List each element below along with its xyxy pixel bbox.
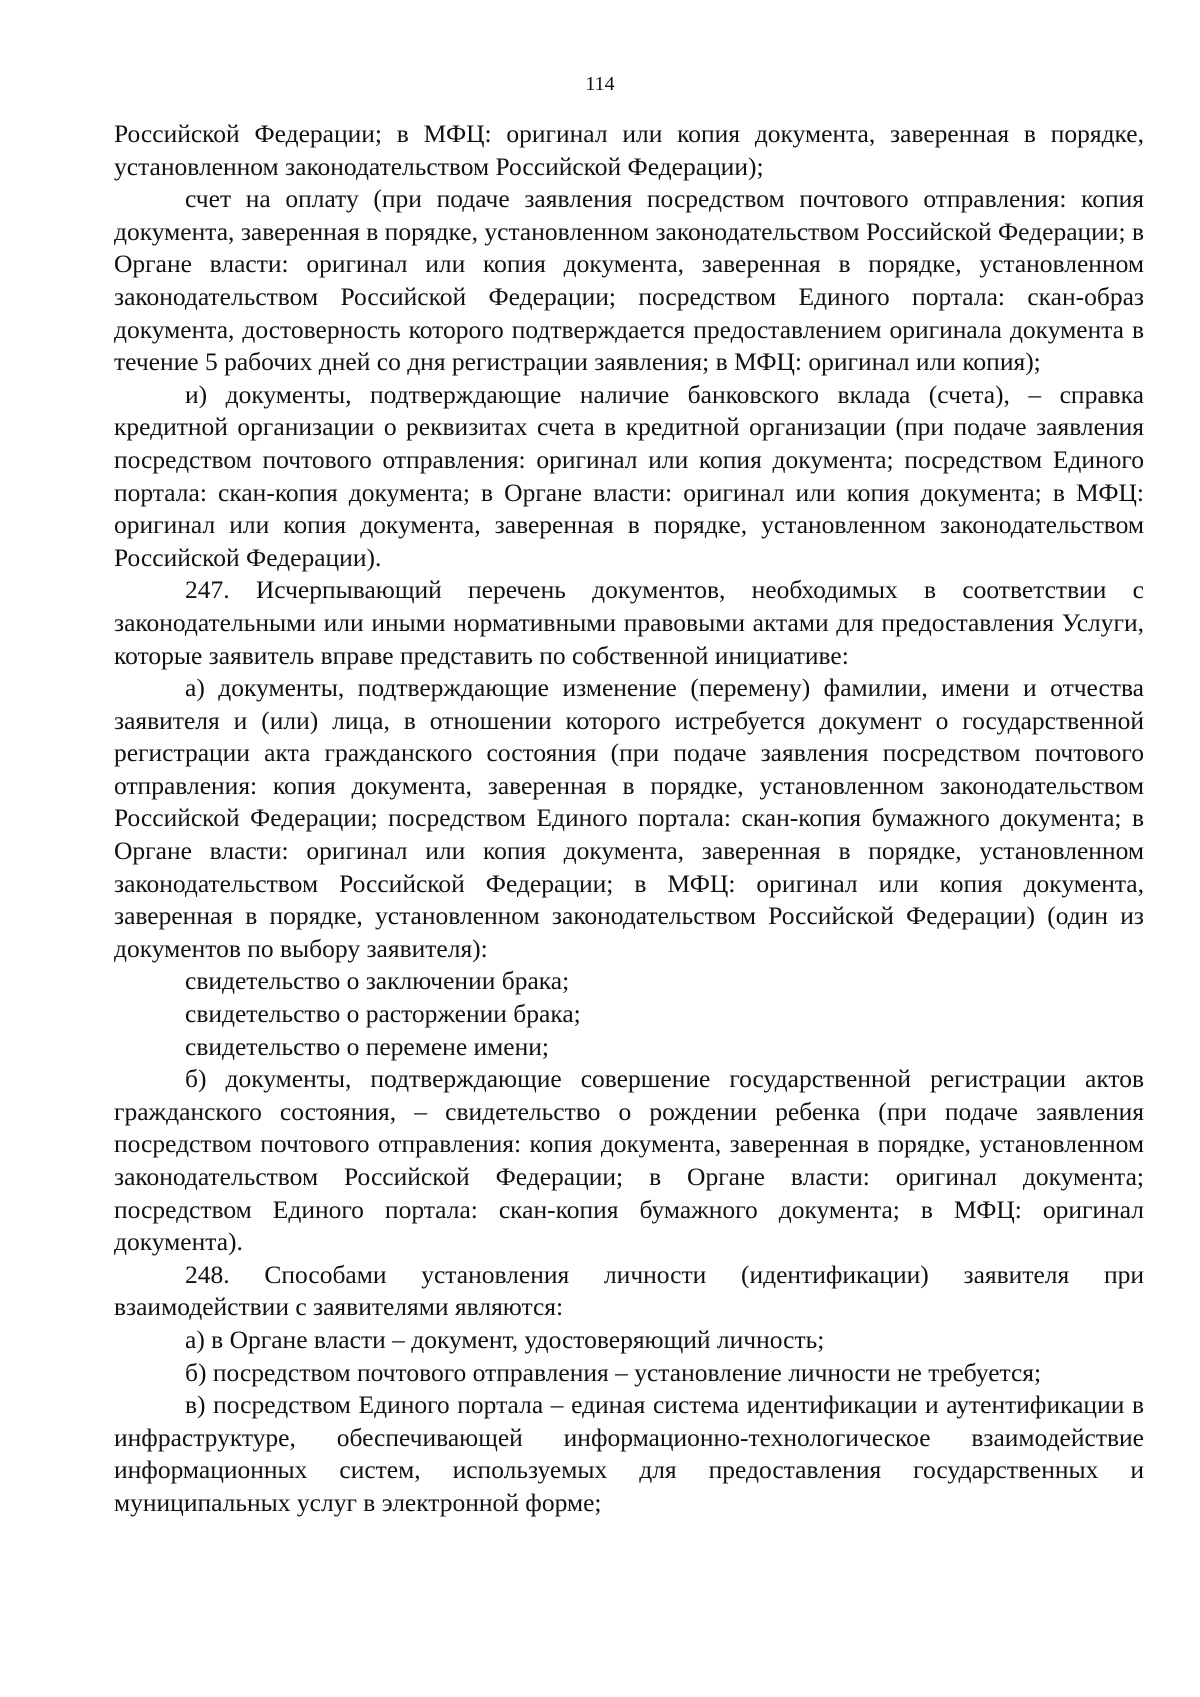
paragraph-invoice: счет на оплату (при подаче заявления посредством почтового отправления: копия документа, заверенная в порядке, установленном законодательством Российской Федерации; в Органе власти: оригинал или копия документа, заверенная в порядке, установленном законодательством Российской Федерации; посредством Единого портала: скан-образ документа, достоверность которого подтверждается предоставлением оригинала документа в течение 5 рабочих дней со дня регистрации заявления; в МФЦ: оригинал или копия); xyxy=(114,184,1144,377)
paragraph-item-b-civil-registration: б) документы, подтверждающие совершение государственной регистрации актов гражданского состояния, – свидетельство о рождении ребенка (при подаче заявления посредством почтового отправления: копия документа, заверенная в порядке, установленном законодательством Российской Федерации; в Органе власти: оригинал документа; посредством Единого портала: скан-копия бумажного документа; в МФЦ: оригинал документа). xyxy=(114,1064,1144,1257)
paragraph-item-b-postal: б) посредством почтового отправления – установление личности не требуется; xyxy=(185,1357,1042,1387)
paragraph-item-a-name-change: а) документы, подтверждающие изменение (перемену) фамилии, имени и отчества заявителя и (или) лица, в отношении которого истребуется документ о государственной регистрации акта гражданского состояния (при подаче заявления посредством почтового отправления: копия документа, заверенная в порядке, установленном законодательством Российской Федерации; посредством Единого портала: скан-копия бумажного документа; в Органе власти: оригинал или копия документа, заверенная в порядке, установленном законодательством Российской Федерации; в МФЦ: оригинал или копия документа, заверенная в порядке, установленном законодательством Российской Федерации) (один из документов по выбору заявителя): xyxy=(114,673,1144,963)
paragraph-item-a-authority: а) в Органе власти – документ, удостоверяющий личность; xyxy=(185,1324,825,1354)
paragraph-continuation: Российской Федерации; в МФЦ: оригинал или копия документа, заверенная в порядке, установленном законодательством Российской Федерации); xyxy=(114,119,1144,181)
list-item-name-change-certificate: свидетельство о перемене имени; xyxy=(185,1031,549,1061)
document-body xyxy=(114,118,1144,1520)
paragraph-item-v-portal: в) посредством Единого портала – единая система идентификации и аутентификации в инфраструктуре, обеспечивающей информационно-технологическое взаимодействие информационных систем, используемых для предоставления государственных и муниципальных услуг в электронной форме; xyxy=(114,1390,1144,1517)
page-number: 114 xyxy=(585,73,615,95)
paragraph-section-248: 248. Способами установления личности (идентификации) заявителя при взаимодействии с заявителями являются: xyxy=(114,1259,1144,1322)
list-item-marriage-certificate: свидетельство о заключении брака; xyxy=(185,966,570,996)
paragraph-section-247: 247. Исчерпывающий перечень документов, необходимых в соответствии с законодательными или иными нормативными правовыми актами для предоставления Услуги, которые заявитель вправе представить по собственной инициативе: xyxy=(114,575,1144,670)
paragraph-item-i-bank-account: и) документы, подтверждающие наличие банковского вклада (счета), – справка кредитной организации о реквизитах счета в кредитной организации (при подаче заявления посредством почтового отправления: оригинал или копия документа; посредством Единого портала: скан-копия документа; в Органе власти: оригинал или копия документа; в МФЦ: оригинал или копия документа, заверенная в порядке, установленном законодательством Российской Федерации). xyxy=(114,379,1144,572)
list-item-divorce-certificate: свидетельство о расторжении брака; xyxy=(185,999,581,1029)
